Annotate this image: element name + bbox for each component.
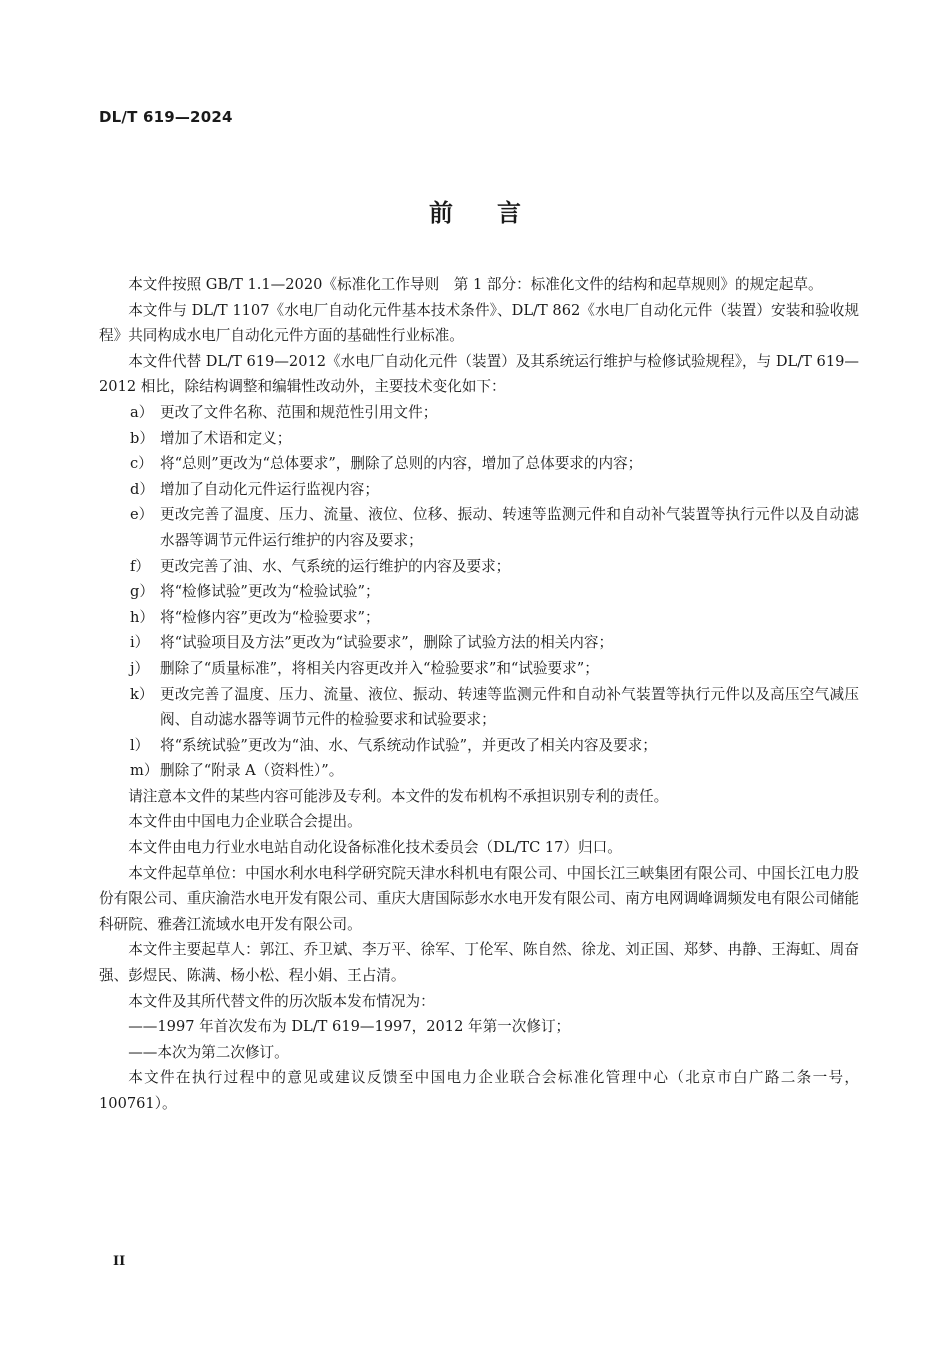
list-item (130, 477, 859, 503)
list-marker: m） (130, 762, 159, 780)
list-item (130, 579, 859, 605)
paragraph-history-intro: 本文件及其所代替文件的历次版本发布情况为： (128, 992, 435, 1010)
list-item (130, 554, 859, 580)
list-item (130, 630, 859, 656)
paragraph-related-standards: 本文件与 DL/T 1107《水电厂自动化元件基本技术条件》、DL/T 862《水电厂自动化元件（装置）安装和验收规程》共同构成水电厂自动化元件方面的基础性行业标准。 (99, 301, 859, 345)
list-text: 更改完善了温度、压力、流量、液位、位移、振动、转速等监测元件和自动补气装置等执行元件以及自动滤水器等调节元件运行维护的内容及要求； (160, 506, 859, 549)
list-marker: j） (130, 659, 150, 677)
paragraph-proposer: 本文件由中国电力企业联合会提出。 (128, 813, 362, 831)
list-text: 将“总则”更改为“总体要求”，删除了总则的内容，增加了总体要求的内容； (160, 455, 643, 473)
list-text: 增加了术语和定义； (160, 429, 292, 447)
list-text: 将“检修内容”更改为“检验要求”； (160, 608, 380, 626)
list-marker: a） (130, 403, 154, 421)
foreword-body (99, 272, 859, 1117)
list-text: 将“检修试验”更改为“检验试验”； (160, 583, 380, 601)
list-marker: k） (130, 685, 154, 703)
paragraph-replaces: 本文件代替 DL/T 619—2012《水电厂自动化元件（装置）及其系统运行维护与检修试验规程》，与 DL/T 619—2012 相比，除结构调整和编辑性改动外，主要技术变化如下： (99, 352, 859, 396)
list-marker: d） (130, 480, 154, 498)
paragraph-drafting-rules: 本文件按照 GB/T 1.1—2020《标准化工作导则 第 1 部分：标准化文件的结构和起草规则》的规定起草。 (128, 276, 823, 293)
list-text: 删除了“附录 A（资料性）”。 (160, 762, 344, 780)
list-item (130, 451, 859, 477)
list-text: 更改了文件名称、范围和规范性引用文件； (160, 403, 438, 421)
list-text: 增加了自动化元件运行监视内容； (160, 480, 379, 498)
list-marker: h） (130, 608, 154, 626)
list-marker: f） (130, 557, 150, 575)
list-item (130, 400, 859, 426)
list-marker: e） (130, 506, 154, 524)
list-text: 将“系统试验”更改为“油、水、气系统动作试验”，并更改了相关内容及要求； (160, 736, 657, 754)
paragraph-drafting-units: 本文件起草单位：中国水利水电科学研究院天津水科机电有限公司、中国长江三峡集团有限公司、中国长江电力股份有限公司、重庆渝浩水电开发有限公司、重庆大唐国际彭水水电开发有限公司、南方电网调峰调频发电有限公司储能科研院、雅砻江流域水电开发有限公司。 (99, 864, 859, 933)
changes-list (99, 400, 859, 784)
list-text: 更改完善了温度、压力、流量、液位、振动、转速等监测元件和自动补气装置等执行元件以及高压空气减压阀、自动滤水器等调节元件的检验要求和试验要求； (160, 685, 859, 729)
list-item (130, 733, 859, 759)
list-marker: b） (130, 429, 154, 447)
history-item: ——1997 年首次发布为 DL/T 619—1997，2012 年第一次修订； (128, 1018, 571, 1036)
list-text: 更改完善了油、水、气系统的运行维护的内容及要求； (160, 557, 511, 575)
list-marker: i） (130, 634, 150, 652)
paragraph-patent-notice: 请注意本文件的某些内容可能涉及专利。本文件的发布机构不承担识别专利的责任。 (128, 787, 669, 805)
list-item (130, 758, 859, 784)
list-marker: l） (130, 736, 150, 754)
list-text: 将“试验项目及方法”更改为“试验要求”，删除了试验方法的相关内容； (160, 634, 614, 652)
paragraph-drafters: 本文件主要起草人：郭江、乔卫斌、李万平、徐军、丁伦军、陈自然、徐龙、刘正国、郑梦、冉静、王海虹、周奋强、彭煜民、陈满、杨小松、程小娟、王占清。 (99, 941, 859, 985)
list-item (130, 605, 859, 631)
list-marker: c） (130, 455, 153, 473)
list-text: 删除了“质量标准”，将相关内容更改并入“检验要求”和“试验要求”； (160, 659, 599, 677)
list-item (130, 682, 859, 733)
paragraph-feedback: 本文件在执行过程中的意见或建议反馈至中国电力企业联合会标准化管理中心（北京市白广路二条一号，100761）。 (99, 1069, 859, 1112)
standard-code-header: DL/T 619—2024 (99, 108, 233, 126)
list-item (130, 656, 859, 682)
list-marker: g） (130, 583, 154, 601)
list-item (130, 502, 859, 553)
list-item (130, 426, 859, 452)
paragraph-technical-committee: 本文件由电力行业水电站自动化设备标准化技术委员会（DL/TC 17）归口。 (128, 839, 622, 857)
page-title: 前言 (429, 199, 565, 227)
history-item: ——本次为第二次修订。 (128, 1043, 289, 1061)
page-number: II (113, 1254, 126, 1269)
